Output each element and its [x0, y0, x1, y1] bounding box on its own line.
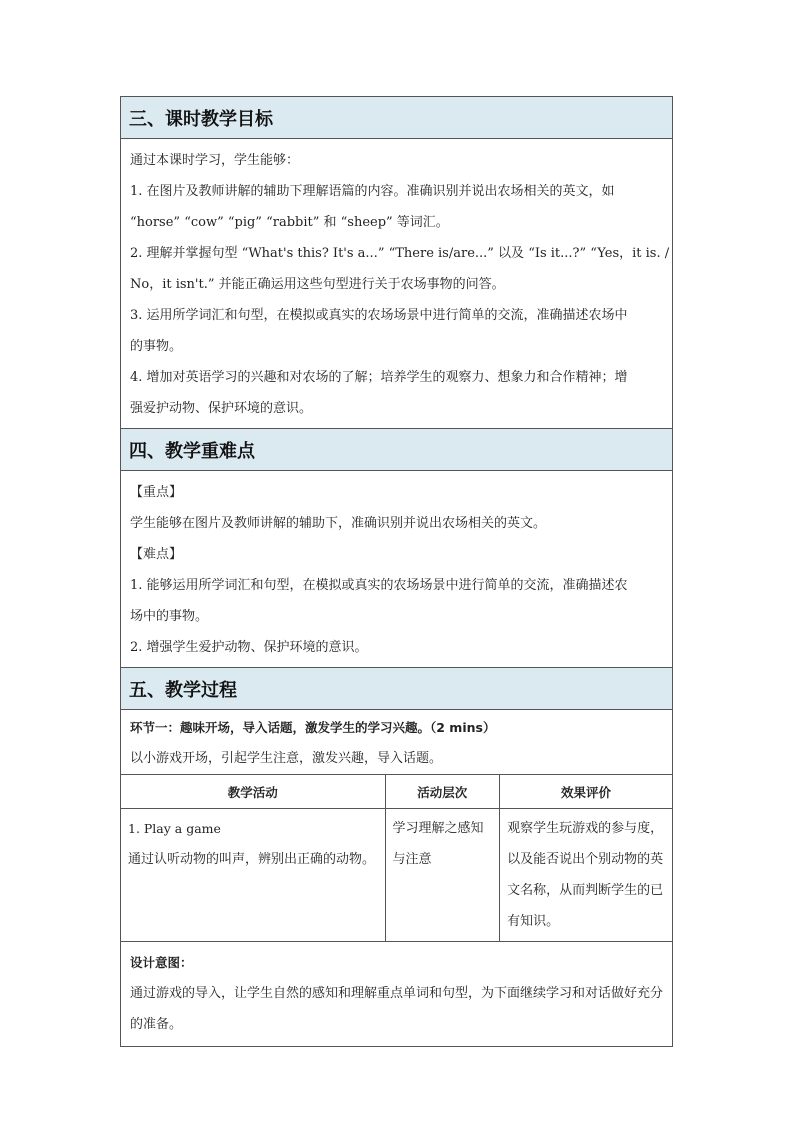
objective-3-line-2: 的事物。 [130, 339, 183, 354]
objective-4-line-1: 4. 增加对英语学习的兴趣和对农场的了解；培养学生的观察力、想象力和合作精神；增 [130, 370, 628, 385]
activity-cell [121, 809, 385, 942]
activity-title: 1. Play a game [128, 821, 221, 836]
level-cell: 学习理解之感知与注意 [385, 809, 500, 942]
objective-3-line-1: 3. 运用所学词汇和句型，在模拟或真实的农场场景中进行简单的交流，准确描述农场中 [130, 308, 628, 323]
section-4-header: 四、教学重难点 [121, 429, 672, 471]
difficulty-1-line-1: 1. 能够运用所学词汇和句型，在模拟或真实的农场场景中进行简单的交流，准确描述农 [130, 578, 628, 593]
key-point-text: 学生能够在图片及教师讲解的辅助下，准确识别并说出农场相关的英文。 [130, 516, 547, 531]
stage-1-intro [121, 710, 672, 775]
header-activity-level: 活动层次 [385, 775, 500, 809]
objective-1-line-2: “horse” “cow” “pig” “rabbit” 和 “sheep” 等词汇。 [130, 215, 449, 230]
section-5-header: 五、教学过程 [121, 668, 672, 710]
objectives-intro: 通过本课时学习，学生能够： [130, 153, 300, 168]
difficulty-2: 2. 增强学生爱护动物、保护环境的意识。 [130, 640, 368, 655]
activity-table-header-row [121, 775, 672, 809]
stage-1-title: 环节一：趣味开场，导入话题，激发学生的学习兴趣。（2 mins） [130, 720, 496, 735]
difficulty-1-line-2: 场中的事物。 [130, 609, 209, 624]
stage-1-description: 以小游戏开场，引起学生注意，激发兴趣，导入话题。 [130, 751, 443, 766]
evaluation-cell: 观察学生玩游戏的参与度，以及能否说出个别动物的英文名称，从而判断学生的已有知识。 [500, 809, 672, 942]
header-teaching-activity: 教学活动 [121, 775, 385, 809]
activity-text: 通过认听动物的叫声，辨别出正确的动物。 [128, 852, 376, 867]
lesson-plan-table [120, 96, 673, 1047]
section-3-body [121, 139, 672, 429]
objective-2-line-1: 2. 理解并掌握句型 “What's this? It's a...” “There is/are...” 以及 “Is it...?” “Yes，it is. / [130, 246, 670, 261]
header-effect-evaluation: 效果评价 [500, 775, 672, 809]
section-3-header: 三、课时教学目标 [121, 97, 672, 139]
objective-4-line-2: 强爱护动物、保护环境的意识。 [130, 401, 313, 416]
design-intent-text: 通过游戏的导入，让学生自然的感知和理解重点单词和句型，为下面继续学习和对话做好充分的准备。 [130, 986, 664, 1032]
objective-1-line-1: 1. 在图片及教师讲解的辅助下理解语篇的内容。准确识别并说出农场相关的英文，如 [130, 184, 615, 199]
key-point-label: 【重点】 [130, 485, 183, 500]
difficulty-label: 【难点】 [130, 547, 183, 562]
design-intent [121, 942, 672, 1046]
activity-table-row [121, 809, 672, 942]
section-4-body [121, 471, 672, 668]
activity-table [121, 775, 672, 942]
design-intent-label: 设计意图： [130, 955, 193, 970]
objective-2-line-2: No，it isn't.” 并能正确运用这些句型进行关于农场事物的问答。 [130, 277, 505, 292]
